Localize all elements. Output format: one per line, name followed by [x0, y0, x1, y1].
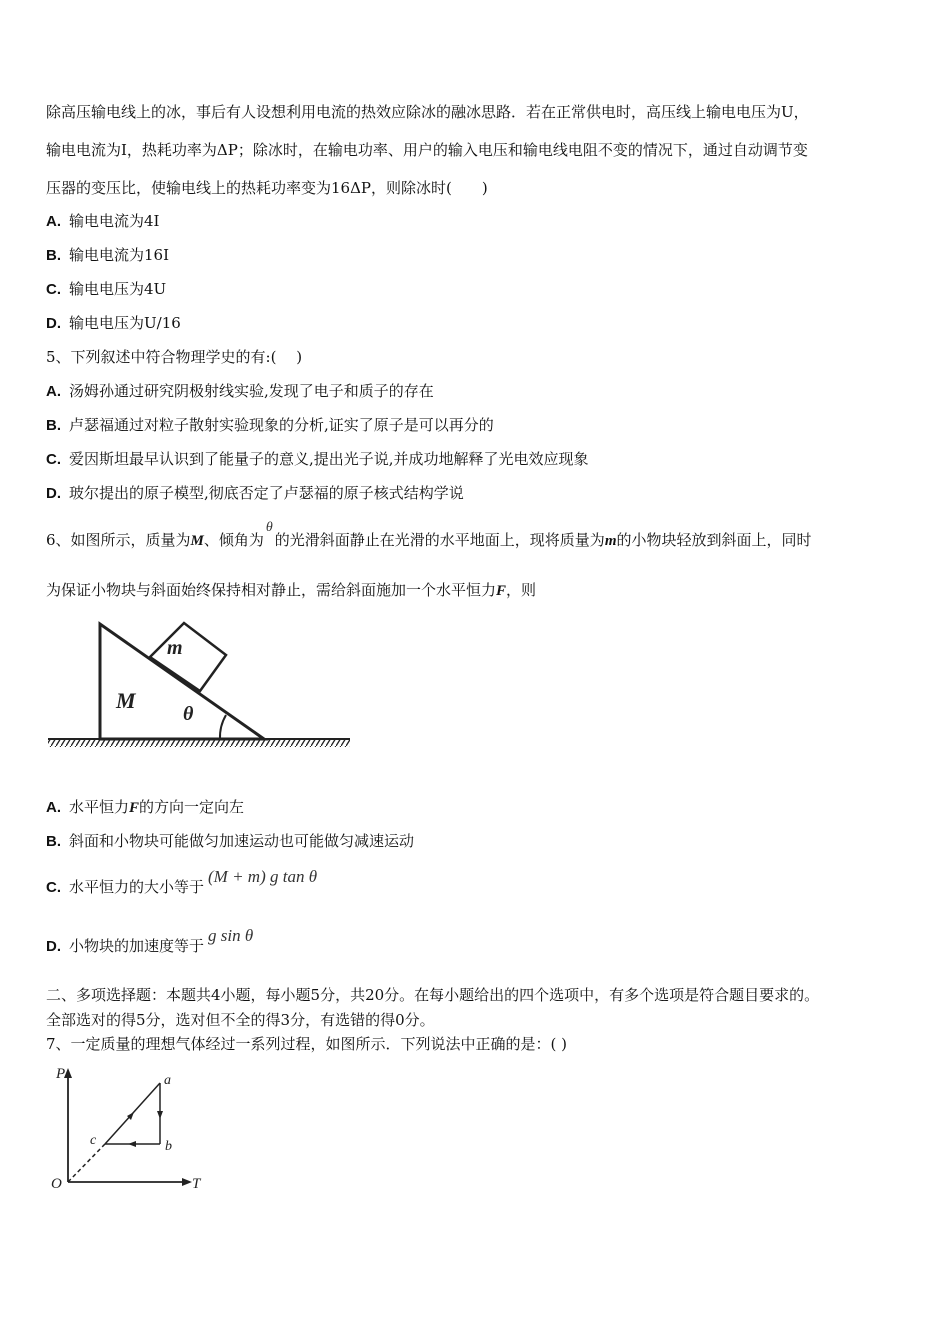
arrow-ab [157, 1111, 163, 1119]
q6-option-a: A. 水平恒力F的方向一定向左 [46, 798, 245, 816]
label-P: P [56, 1066, 66, 1082]
q4-stem-line3: 压器的变压比，使输电线上的热耗功率变为16ΔP，则除冰时( ) [46, 179, 488, 197]
option-text: 卢瑟福通过对粒子散射实验现象的分析,证实了原子是可以再分的 [69, 416, 494, 434]
q5-option-c [46, 449, 589, 470]
option-letter: A. [46, 383, 61, 400]
label-theta: θ [183, 703, 194, 725]
section2-instructions: 全部选对的得5分，选对但不全的得3分，有选错的得0分。 [46, 1011, 435, 1029]
q4-stem-line2: 输电电流为I，热耗功率为ΔP；除冰时，在输电功率、用户的输入电压和输电线电阻不变的情况下，通过自动调节变 [46, 141, 808, 159]
q6-option-d: D. 小物块的加速度等于g sin θ [46, 926, 254, 955]
dashed-extension [68, 1144, 105, 1182]
q5-stem: 5、下列叙述中符合物理学史的有:( ) [46, 348, 303, 366]
q4-option-d [46, 313, 181, 334]
option-text: 输电电流为4I [69, 212, 160, 230]
option-letter: A. [46, 213, 61, 230]
block-m [150, 623, 226, 691]
x-axis-arrow [182, 1178, 192, 1186]
option-text: 玻尔提出的原子模型,彻底否定了卢瑟福的原子核式结构学说 [69, 484, 464, 502]
option-letter: C. [46, 451, 61, 468]
section2-heading: 二、多项选择题：本题共4小题，每小题5分，共20分。在每小题给出的四个选项中，有多个选项是符合题目要求的。 [46, 986, 820, 1004]
option-text: 汤姆孙通过研究阴极射线实验,发现了电子和质子的存在 [69, 382, 434, 400]
label-M: M [116, 688, 136, 713]
option-letter: C. [46, 281, 61, 298]
y-axis-arrow [64, 1068, 72, 1078]
theta-symbol: θ [265, 520, 273, 535]
q4-option-b [46, 245, 169, 266]
q7-stem: 7、一定质量的理想气体经过一系列过程，如图所示．下列说法中正确的是：( ) [46, 1035, 568, 1053]
formula-acceleration: g sin θ [208, 926, 254, 945]
pt-graph [46, 1062, 216, 1197]
option-letter: B. [46, 833, 61, 850]
q4-option-c [46, 279, 166, 300]
label-m: m [167, 637, 183, 659]
label-T: T [192, 1176, 201, 1192]
option-letter: D. [46, 315, 61, 332]
option-letter: D. [46, 485, 61, 502]
incline-figure [46, 618, 356, 758]
option-letter: B. [46, 417, 61, 434]
option-text: 输电电压为U/16 [69, 314, 181, 332]
option-text: 爱因斯坦最早认识到了能量子的意义,提出光子说,并成功地解释了光电效应现象 [69, 450, 589, 468]
var-F: F [496, 583, 507, 599]
option-letter: A. [46, 799, 61, 816]
q6-stem-line2: 为保证小物块与斜面始终保持相对静止，需给斜面施加一个水平恒力F，则 [46, 581, 537, 599]
label-c: c [90, 1133, 97, 1148]
q4-stem-line1: 除高压输电线上的冰，事后有人设想利用电流的热效应除冰的融冰思路．若在正常供电时，高压线上输电电压为U， [46, 103, 809, 121]
option-text: 输电电压为4U [69, 280, 167, 298]
var-M: M [190, 533, 204, 549]
q5-option-d [46, 483, 464, 504]
option-letter: C. [46, 879, 61, 896]
arrow-bc [128, 1141, 136, 1147]
q6-option-b: B. 斜面和小物块可能做匀加速运动也可能做匀减速运动 [46, 832, 415, 850]
option-text: 输电电流为16I [69, 246, 170, 264]
option-letter: D. [46, 938, 61, 955]
q5-option-a [46, 381, 434, 402]
angle-arc [220, 715, 226, 739]
q4-option-a [46, 211, 159, 232]
label-O: O [51, 1176, 62, 1192]
q6-option-c: C. 水平恒力的大小等于(M + m) g tan θ [46, 867, 318, 896]
label-a: a [164, 1073, 171, 1088]
var-m: m [604, 533, 617, 549]
var-F: F [129, 800, 140, 816]
option-letter: B. [46, 247, 61, 264]
q6-stem-line1: 6、如图所示，质量为M、倾角为θ的光滑斜面静止在光滑的水平地面上，现将质量为m的小物块轻放到斜面上，同时 [46, 520, 812, 549]
label-b: b [165, 1139, 172, 1154]
q5-option-b [46, 415, 494, 436]
formula-force: (M + m) g tan θ [208, 867, 318, 886]
